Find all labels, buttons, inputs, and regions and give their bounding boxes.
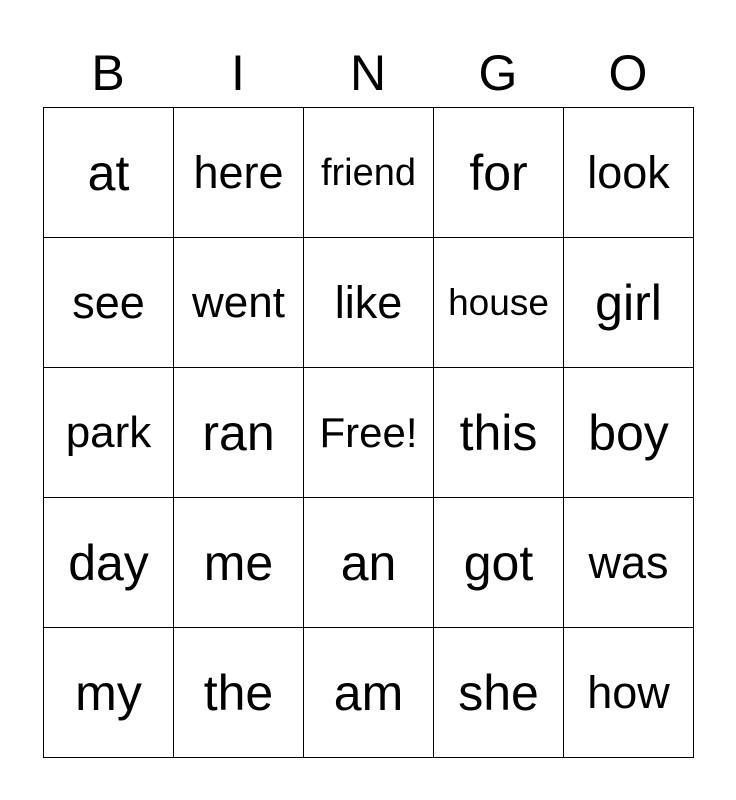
bingo-header xyxy=(43,42,693,104)
bingo-cell[interactable]: house xyxy=(434,238,564,368)
header-letter-g: G xyxy=(478,45,518,101)
bingo-cell[interactable]: the xyxy=(174,628,304,758)
header-letter-n: N xyxy=(349,45,387,101)
bingo-cell[interactable]: friend xyxy=(304,108,434,238)
bingo-board xyxy=(43,107,694,758)
bingo-cell[interactable]: see xyxy=(44,238,174,368)
bingo-cell[interactable]: how xyxy=(564,628,694,758)
bingo-cell[interactable]: this xyxy=(434,368,564,498)
bingo-cell[interactable]: me xyxy=(174,498,304,628)
bingo-cell[interactable]: went xyxy=(174,238,304,368)
bingo-cell[interactable]: am xyxy=(304,628,434,758)
bingo-cell[interactable]: day xyxy=(44,498,174,628)
bingo-cell[interactable]: here xyxy=(174,108,304,238)
bingo-cell[interactable]: girl xyxy=(564,238,694,368)
bingo-cell[interactable]: at xyxy=(44,108,174,238)
bingo-cell[interactable]: park xyxy=(44,368,174,498)
header-letter-i: I xyxy=(231,45,245,101)
header-letter-o: O xyxy=(608,45,648,101)
header-letter-b: B xyxy=(91,45,125,101)
bingo-cell[interactable]: an xyxy=(304,498,434,628)
bingo-cell[interactable]: look xyxy=(564,108,694,238)
bingo-cell[interactable]: ran xyxy=(174,368,304,498)
free-space-cell[interactable]: Free! xyxy=(304,368,434,498)
bingo-cell[interactable]: was xyxy=(564,498,694,628)
bingo-cell[interactable]: for xyxy=(434,108,564,238)
bingo-cell[interactable]: my xyxy=(44,628,174,758)
bingo-cell[interactable]: boy xyxy=(564,368,694,498)
bingo-cell[interactable]: got xyxy=(434,498,564,628)
bingo-cell[interactable]: like xyxy=(304,238,434,368)
bingo-cell[interactable]: she xyxy=(434,628,564,758)
